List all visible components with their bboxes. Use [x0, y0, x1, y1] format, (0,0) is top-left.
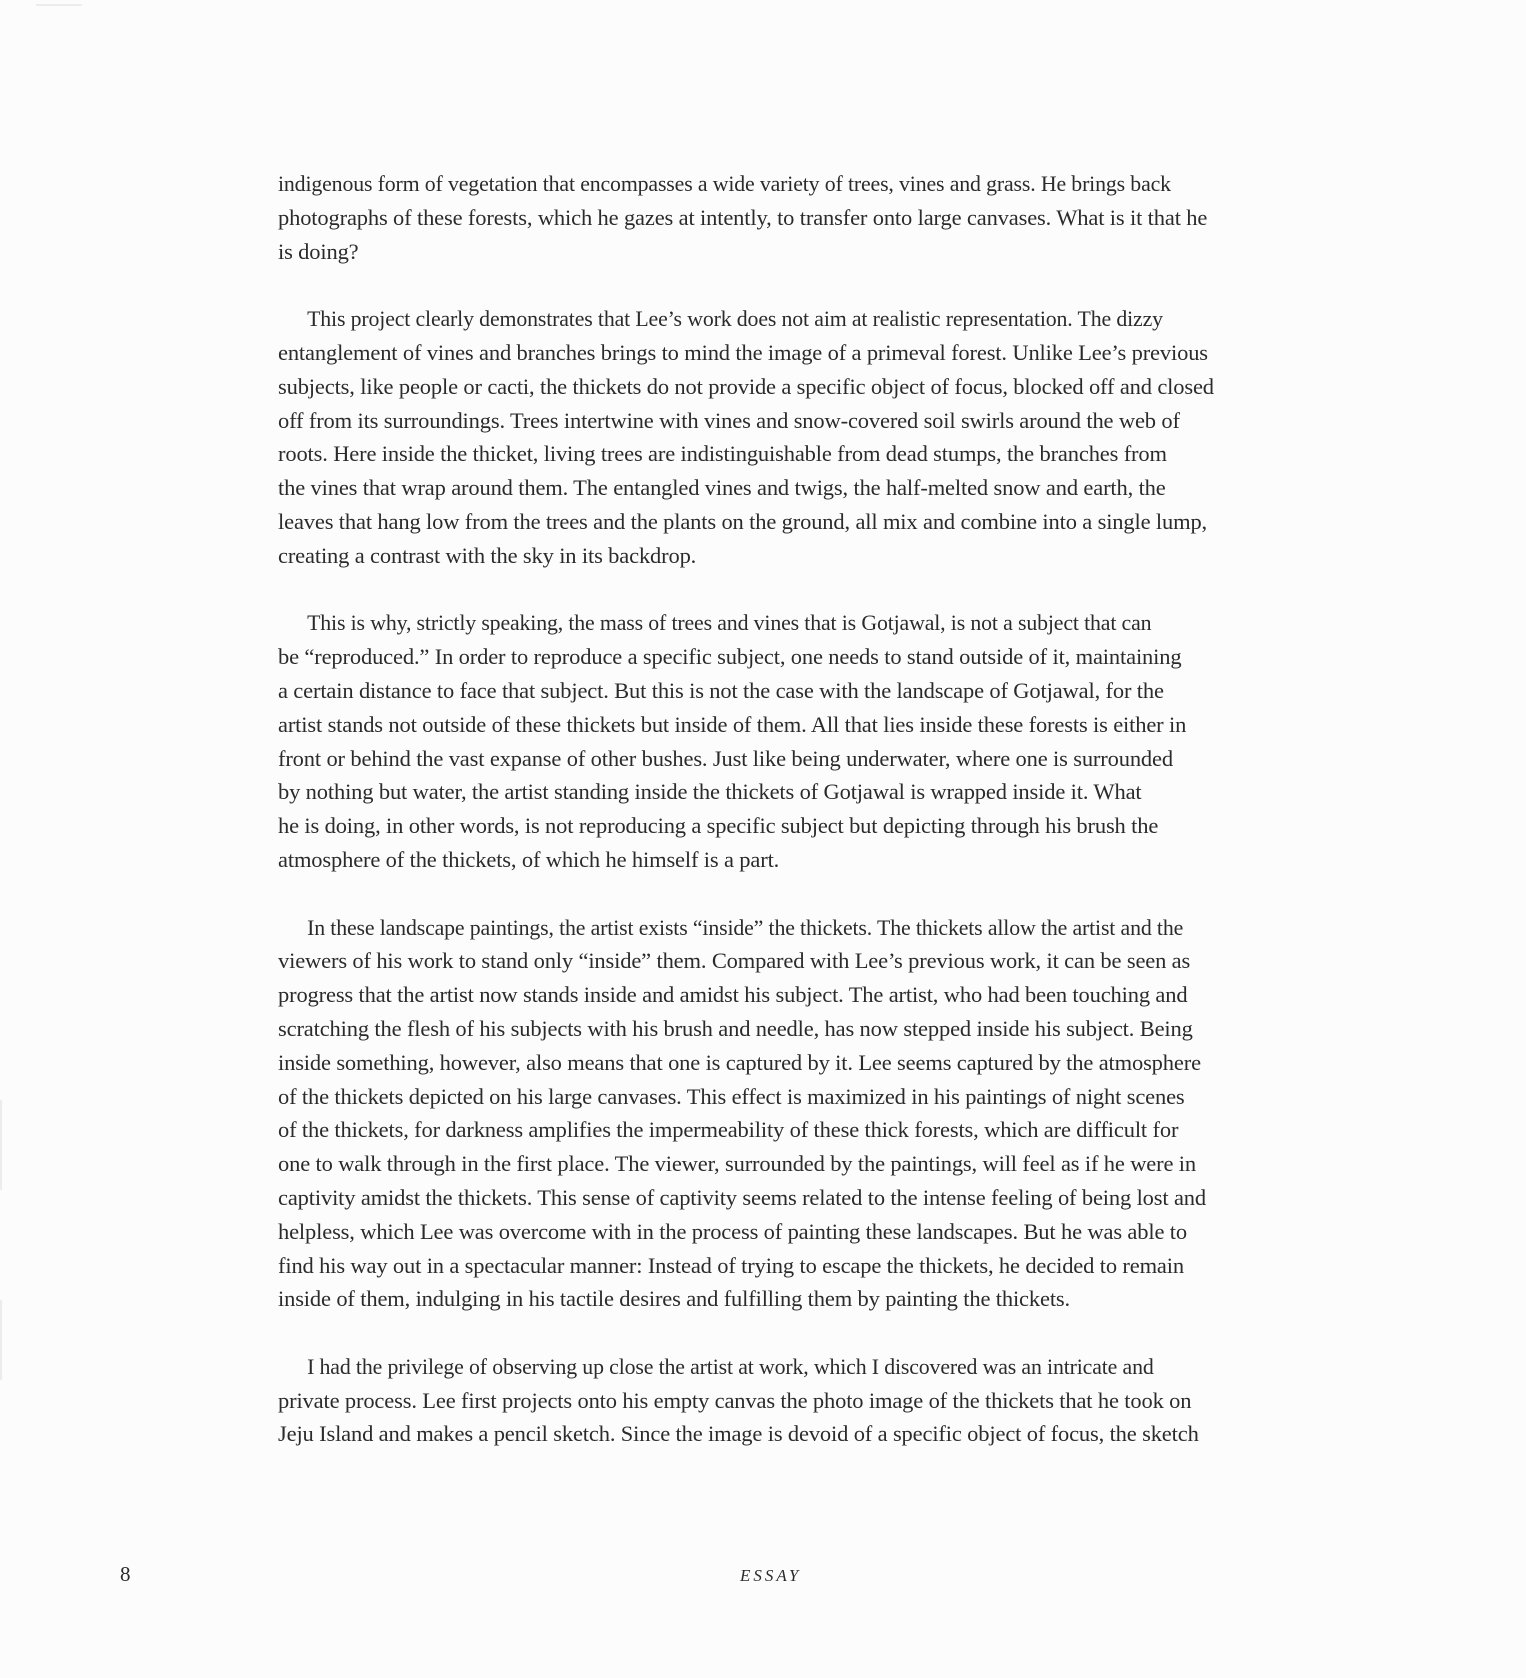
text-line: inside of them, indulging in his tactile desires and fulfilling them by painting the thickets.: [278, 1286, 1071, 1312]
text-line: subjects, like people or cacti, the thickets do not provide a specific object of focus, blocked off and closed: [278, 373, 1214, 399]
text-line: This is why, strictly speaking, the mass of trees and vines that is Gotjawal, is not a subject that can: [307, 610, 1152, 636]
scan-edge-mark: [36, 4, 82, 6]
text-line: private process. Lee first projects onto his empty canvas the photo image of the thickets that he took on: [278, 1387, 1192, 1413]
section-label: ESSAY: [740, 1566, 802, 1585]
text-line: Jeju Island and makes a pencil sketch. Since the image is devoid of a specific object of focus, the sketch: [278, 1421, 1199, 1447]
text-line: captivity amidst the thickets. This sense of captivity seems related to the intense feeling of being lost and: [278, 1184, 1207, 1210]
text-line: he is doing, in other words, is not reproducing a specific subject but depicting through his brush the: [278, 813, 1159, 839]
text-line: a certain distance to face that subject. But this is not the case with the landscape of Gotjawal, for the: [278, 677, 1164, 703]
text-line: leaves that hang low from the trees and the plants on the ground, all mix and combine into a single lump,: [278, 508, 1208, 534]
text-line: of the thickets depicted on his large canvases. This effect is maximized in his paintings of night scenes: [278, 1083, 1185, 1109]
text-line: one to walk through in the first place. The viewer, surrounded by the paintings, will feel as if he were in: [278, 1151, 1196, 1177]
essay-body-text: [278, 167, 1278, 1485]
page-number: 8: [120, 1562, 131, 1586]
text-line: artist stands not outside of these thickets but inside of them. All that lies inside these forests is either in: [278, 711, 1187, 737]
essay-paragraph: [278, 911, 1278, 1317]
essay-paragraph: [278, 606, 1278, 876]
text-line: scratching the flesh of his subjects with his brush and needle, has now stepped inside his subject. Being: [278, 1015, 1193, 1041]
text-line: photographs of these forests, which he gazes at intently, to transfer onto large canvases. What is it that he: [278, 204, 1208, 230]
text-line: viewers of his work to stand only “inside” them. Compared with Lee’s previous work, it can be seen as: [278, 948, 1191, 974]
text-line: by nothing but water, the artist standing inside the thickets of Gotjawal is wrapped inside it. What: [278, 779, 1142, 805]
text-line: inside something, however, also means that one is captured by it. Lee seems captured by the atmosphere: [278, 1049, 1201, 1075]
text-line: the vines that wrap around them. The entangled vines and twigs, the half-melted snow and earth, the: [278, 475, 1166, 501]
text-line: indigenous form of vegetation that encompasses a wide variety of trees, vines and grass. He brings back: [278, 171, 1171, 196]
text-line: atmosphere of the thickets, of which he himself is a part.: [278, 846, 780, 872]
text-line: find his way out in a spectacular manner: Instead of trying to escape the thickets, he decided to remain: [278, 1252, 1184, 1278]
essay-paragraph: [278, 167, 1278, 268]
essay-paragraph: [278, 302, 1278, 572]
text-line: off from its surroundings. Trees intertwine with vines and snow-covered soil swirls around the web of: [278, 407, 1180, 433]
scan-edge-mark: [0, 1300, 2, 1380]
text-line: progress that the artist now stands inside and amidst his subject. The artist, who had been touching and: [278, 982, 1188, 1008]
essay-paragraph: [278, 1350, 1278, 1451]
text-line: This project clearly demonstrates that Lee’s work does not aim at realistic representation. The dizzy: [307, 306, 1163, 332]
text-line: helpless, which Lee was overcome with in the process of painting these landscapes. But he was able to: [278, 1218, 1187, 1244]
text-line: In these landscape paintings, the artist exists “inside” the thickets. The thickets allow the artist and the: [307, 914, 1184, 940]
text-line: front or behind the vast expanse of other bushes. Just like being underwater, where one is surrounded: [278, 745, 1173, 771]
text-line: roots. Here inside the thicket, living trees are indistinguishable from dead stumps, the branches from: [278, 441, 1167, 467]
scan-edge-mark: [0, 1100, 2, 1190]
text-line: creating a contrast with the sky in its backdrop.: [278, 542, 697, 568]
text-line: entanglement of vines and branches brings to mind the image of a primeval forest. Unlike Lee’s previous: [278, 339, 1208, 365]
text-line: is doing?: [278, 238, 359, 264]
text-line: of the thickets, for darkness amplifies the impermeability of these thick forests, which are difficult for: [278, 1117, 1179, 1143]
text-line: I had the privilege of observing up close the artist at work, which I discovered was an intricate and: [307, 1353, 1154, 1379]
text-line: be “reproduced.” In order to reproduce a specific subject, one needs to stand outside of it, maintaining: [278, 644, 1182, 670]
